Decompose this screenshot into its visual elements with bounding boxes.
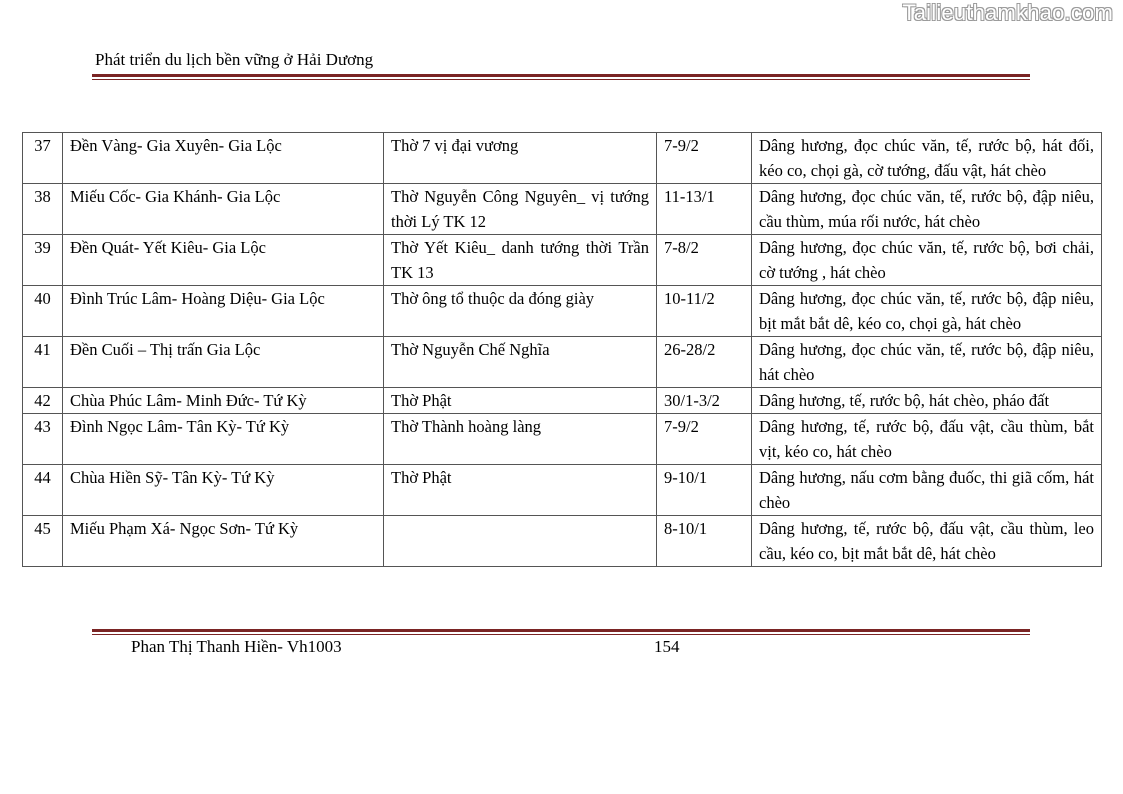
festival-date-cell: 11-13/1	[657, 184, 752, 235]
row-number: 40	[23, 286, 63, 337]
festival-table	[22, 132, 1102, 567]
activities-cell: Dâng hương, đọc chúc văn, tế, rước bộ, đập niêu, cầu thùm, múa rối nước, hát chèo	[752, 184, 1102, 235]
page-header-title: Phát triển du lịch bền vững ở Hải Dương	[95, 50, 374, 69]
footer-divider	[92, 629, 1030, 635]
festival-date-cell: 30/1-3/2	[657, 388, 752, 414]
festival-date-cell: 9-10/1	[657, 465, 752, 516]
table-row	[23, 133, 1102, 184]
worship-cell: Thờ Nguyễn Công Nguyên_ vị tướng thời Lý TK 12	[384, 184, 657, 235]
table-row	[23, 286, 1102, 337]
watermark-text: Tailieuthamkhao.com	[902, 0, 1113, 25]
footer-author: Phan Thị Thanh Hiền- Vh1003	[131, 637, 342, 656]
activities-cell: Dâng hương, tế, rước bộ, đấu vật, cầu thùm, leo cầu, kéo co, bịt mắt bắt dê, hát chèo	[752, 516, 1102, 567]
festival-table-body	[23, 133, 1102, 567]
row-number: 37	[23, 133, 63, 184]
site-name-cell: Đền Vàng- Gia Xuyên- Gia Lộc	[63, 133, 384, 184]
row-number: 45	[23, 516, 63, 567]
site-name-cell: Đình Ngọc Lâm- Tân Kỳ- Tứ Kỳ	[63, 414, 384, 465]
festival-date-cell: 7-8/2	[657, 235, 752, 286]
worship-cell: Thờ 7 vị đại vương	[384, 133, 657, 184]
worship-cell: Thờ Nguyễn Chế Nghĩa	[384, 337, 657, 388]
table-row	[23, 235, 1102, 286]
activities-cell: Dâng hương, đọc chúc văn, tế, rước bộ, đập niêu, bịt mắt bắt dê, kéo co, chọi gà, hát chèo	[752, 286, 1102, 337]
festival-date-cell: 26-28/2	[657, 337, 752, 388]
activities-cell: Dâng hương, tế, rước bộ, hát chèo, pháo đất	[752, 388, 1102, 414]
activities-cell: Dâng hương, đọc chúc văn, tế, rước bộ, bơi chải, cờ tướng , hát chèo	[752, 235, 1102, 286]
worship-cell: Thờ Phật	[384, 465, 657, 516]
activities-cell: Dâng hương, nấu cơm bằng đuốc, thi giã cốm, hát chèo	[752, 465, 1102, 516]
page-number: 154	[654, 637, 680, 656]
table-row	[23, 414, 1102, 465]
site-name-cell: Chùa Phúc Lâm- Minh Đức- Tứ Kỳ	[63, 388, 384, 414]
row-number: 38	[23, 184, 63, 235]
activities-cell: Dâng hương, tế, rước bộ, đấu vật, cầu thùm, bắt vịt, kéo co, hát chèo	[752, 414, 1102, 465]
worship-cell: Thờ ông tổ thuộc da đóng giày	[384, 286, 657, 337]
worship-cell: Thờ Phật	[384, 388, 657, 414]
worship-cell: Thờ Thành hoàng làng	[384, 414, 657, 465]
site-name-cell: Đình Trúc Lâm- Hoàng Diệu- Gia Lộc	[63, 286, 384, 337]
worship-cell	[384, 516, 657, 567]
site-name-cell: Đền Cuối – Thị trấn Gia Lộc	[63, 337, 384, 388]
table-row	[23, 465, 1102, 516]
site-name-cell: Miếu Phạm Xá- Ngọc Sơn- Tứ Kỳ	[63, 516, 384, 567]
site-name-cell: Miếu Cốc- Gia Khánh- Gia Lộc	[63, 184, 384, 235]
site-name-cell: Chùa Hiền Sỹ- Tân Kỳ- Tứ Kỳ	[63, 465, 384, 516]
activities-cell: Dâng hương, đọc chúc văn, tế, rước bộ, hát đối, kéo co, chọi gà, cờ tướng, đấu vật, hát chèo	[752, 133, 1102, 184]
row-number: 43	[23, 414, 63, 465]
festival-date-cell: 10-11/2	[657, 286, 752, 337]
site-name-cell: Đền Quát- Yết Kiêu- Gia Lộc	[63, 235, 384, 286]
table-row	[23, 184, 1102, 235]
row-number: 41	[23, 337, 63, 388]
header-divider	[92, 74, 1030, 80]
festival-date-cell: 7-9/2	[657, 133, 752, 184]
festival-date-cell: 7-9/2	[657, 414, 752, 465]
worship-cell: Thờ Yết Kiêu_ danh tướng thời Trần TK 13	[384, 235, 657, 286]
row-number: 39	[23, 235, 63, 286]
activities-cell: Dâng hương, đọc chúc văn, tế, rước bộ, đập niêu, hát chèo	[752, 337, 1102, 388]
festival-date-cell: 8-10/1	[657, 516, 752, 567]
table-row	[23, 388, 1102, 414]
table-row	[23, 337, 1102, 388]
table-row	[23, 516, 1102, 567]
row-number: 42	[23, 388, 63, 414]
row-number: 44	[23, 465, 63, 516]
